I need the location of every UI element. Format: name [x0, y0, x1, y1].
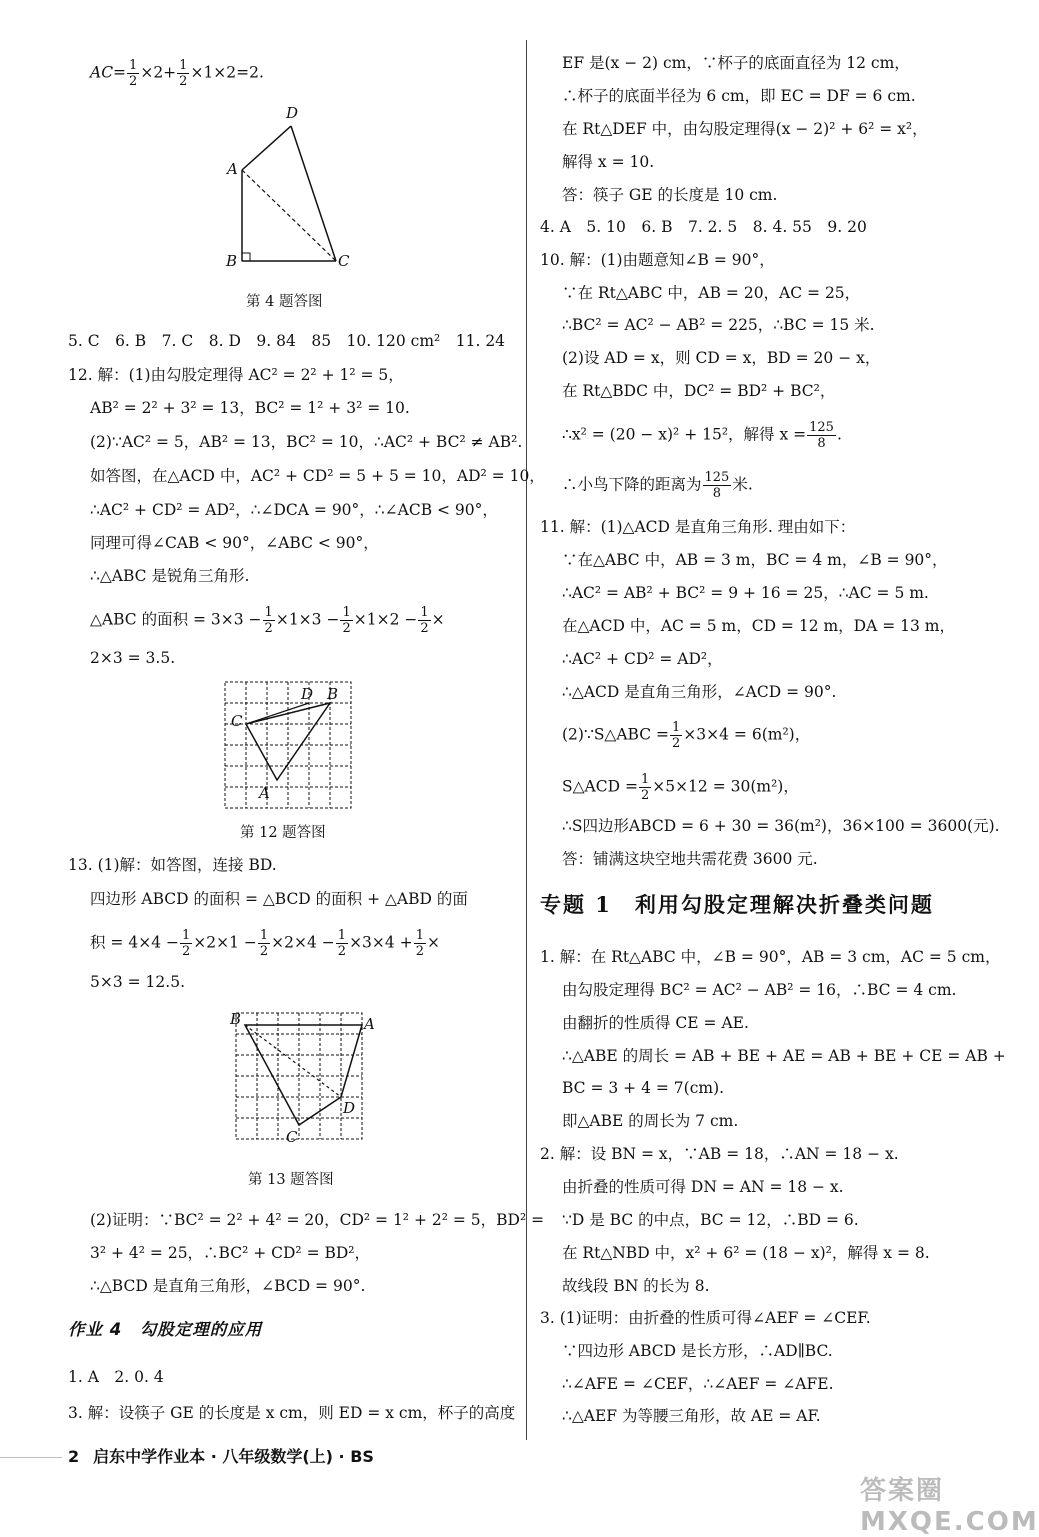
q11-line2: ∵在△ABC 中，AB = 3 m，BC = 4 m，∠B = 90°，	[562, 551, 948, 569]
q13-line4: 5×3 = 12.5.	[90, 973, 185, 991]
figure-13-grid	[228, 1005, 378, 1155]
answers-5-11: 5. C 6. B 7. C 8. D 9. 84 85 10. 120 cm² 11. 24	[68, 332, 506, 350]
q10-line5: 在 Rt△BDC 中，DC² = BD² + BC²，	[562, 382, 836, 400]
q13-line7: ∴△BCD 是直角三角形，∠BCD = 90°.	[90, 1277, 366, 1295]
section-heading-hw4: 作业 4 勾股定理的应用	[68, 1320, 263, 1339]
label-d: D	[301, 685, 314, 703]
line-ac: AC= $\frac{1}{2}$ ×2+ $\frac{1}{2}$ ×1×2=2.	[90, 58, 264, 89]
q10-line7: ∴小鸟下降的距离为 $\frac{125}{8}$ 米.	[562, 470, 753, 501]
label-b: B	[226, 252, 238, 270]
q10-line4: (2)设 AD = x，则 CD = x，BD = 20 − x，	[562, 349, 881, 367]
label-a: A	[364, 1015, 375, 1033]
s-line8: 由折叠的性质可得 DN = AN = 18 − x.	[562, 1178, 844, 1196]
s-line3: 由翻折的性质得 CE = AE.	[562, 1014, 749, 1032]
q11-line5: ∴AC² + CD² = AD²，	[562, 650, 723, 668]
q12-line1: 12. 解：(1)由勾股定理得 AC² = 2² + 1² = 5，	[68, 366, 404, 384]
hw4-q3-line1: 3. 解：设筷子 GE 的长度是 x cm，则 ED = x cm，杯子的高度	[68, 1404, 516, 1422]
s-line10: 在 Rt△NBD 中，x² + 6² = (18 − x)²，解得 x = 8.	[562, 1244, 930, 1262]
label-b: B	[327, 685, 339, 703]
q12-area-line: △ABC 的面积 = 3×3 − $\frac{1}{2}$ ×1×3 − $\frac{1}{2}$ ×1×2 − $\frac{1}{2}$ ×	[90, 605, 445, 636]
label-d: D	[286, 104, 299, 122]
q12-line4: 如答图，在△ACD 中，AC² + CD² = 5 + 5 = 10，AD² = 10，	[90, 467, 545, 485]
label-b: B	[230, 1010, 242, 1028]
r-line5: 答：筷子 GE 的长度是 10 cm.	[562, 186, 778, 204]
q13-line6: 3² + 4² = 25，∴BC² + CD² = BD²，	[90, 1244, 371, 1262]
footer-rule	[0, 1457, 62, 1458]
label-c: C	[286, 1128, 298, 1146]
figure-12-grid	[223, 680, 353, 810]
r-line3: 在 Rt△DEF 中，由勾股定理得(x − 2)² + 6² = x²，	[562, 120, 928, 138]
r-line4: 解得 x = 10.	[562, 153, 655, 171]
s-line13: ∵四边形 ABCD 是长方形，∴AD∥BC.	[562, 1342, 833, 1360]
q13-area-line: 积 = 4×4 − $\frac{1}{2}$ ×2×1 − $\frac{1}{2}$ ×2×4 − $\frac{1}{2}$ ×3×4 + $\frac{1}{2}$ ×	[90, 928, 440, 959]
column-divider	[526, 40, 527, 1440]
q11-line10: 答：铺满这块空地共需花费 3600 元.	[562, 850, 818, 868]
s-line5: BC = 3 + 4 = 7(cm).	[562, 1079, 725, 1097]
s-line11: 故线段 BN 的长为 8.	[562, 1277, 710, 1295]
page-footer	[68, 1444, 374, 1467]
q10-line6: ∴x² = (20 − x)² + 15²，解得 x = $\frac{125}{8}$ .	[562, 420, 842, 451]
label-c: C	[231, 712, 243, 730]
q11-line8: S△ACD = $\frac{1}{2}$ ×5×12 = 30(m²)，	[562, 772, 799, 803]
q13-line2: 四边形 ABCD 的面积 = △BCD 的面积 + △ABD 的面	[90, 890, 468, 908]
s-line15: ∴△AEF 为等腰三角形，故 AE = AF.	[562, 1407, 821, 1425]
fig4-caption: 第 4 题答图	[246, 294, 323, 310]
s-line12: 3. (1)证明：由折叠的性质可得∠AEF = ∠CEF.	[540, 1309, 871, 1327]
q11-line4: 在△ACD 中，AC = 5 m，CD = 12 m，DA = 13 m，	[562, 617, 955, 635]
s-line7: 2. 解：设 BN = x，∵AB = 18，∴AN = 18 − x.	[540, 1145, 899, 1163]
fig13-caption: 第 13 题答图	[248, 1172, 334, 1188]
s-line6: 即△ABE 的周长为 7 cm.	[562, 1112, 739, 1130]
figure-4	[218, 100, 358, 275]
special-topic-title: 专题 1 利用勾股定理解决折叠类问题	[540, 892, 934, 917]
s-line4: ∴△ABE 的周长 = AB + BE + AE = AB + BE + CE = AB +	[562, 1047, 1006, 1065]
q11-line6: ∴△ACD 是直角三角形，∠ACD = 90°.	[562, 683, 837, 701]
page-number: 2	[68, 1447, 80, 1466]
r-line2: ∴杯子的底面半径为 6 cm，即 EC = DF = 6 cm.	[562, 87, 916, 105]
answers-4-9: 4. A 5. 10 6. B 7. 2. 5 8. 4. 55 9. 20	[540, 218, 867, 236]
q12-line7: ∴△ABC 是锐角三角形.	[90, 567, 250, 585]
book-title: 启东中学作业本 · 八年级数学(上) · BS	[93, 1447, 374, 1466]
q11-line1: 11. 解：(1)△ACD 是直角三角形. 理由如下：	[540, 518, 856, 536]
label-a: A	[259, 784, 270, 802]
q10-line2: ∵在 Rt△ABC 中，AB = 20，AC = 25，	[562, 284, 861, 302]
q11-line3: ∴AC² = AB² + BC² = 9 + 16 = 25，∴AC = 5 m.	[562, 584, 929, 602]
r-line1: EF 是(x − 2) cm，∵杯子的底面直径为 12 cm，	[562, 54, 910, 72]
label-a: A	[227, 160, 238, 178]
q11-line7: (2)∵S△ABC = $\frac{1}{2}$ ×3×4 = 6(m²)，	[562, 720, 811, 751]
label-d: D	[343, 1099, 356, 1117]
q11-line9: ∴S四边形ABCD = 6 + 30 = 36(m²)，36×100 = 3600(元).	[562, 817, 1000, 835]
q13-line5: (2)证明：∵BC² = 2² + 4² = 20，CD² = 1² + 2² = 5，BD² =	[90, 1211, 545, 1229]
q10-line3: ∴BC² = AC² − AB² = 225，∴BC = 15 米.	[562, 316, 875, 334]
label-c: C	[338, 252, 350, 270]
q12-line2: AB² = 2² + 3² = 13，BC² = 1² + 3² = 10.	[90, 399, 410, 417]
q12-line6: 同理可得∠CAB < 90°，∠ABC < 90°，	[90, 534, 379, 552]
fig12-caption: 第 12 题答图	[240, 825, 326, 841]
hw4-answers-1-2: 1. A 2. 0. 4	[68, 1368, 164, 1386]
s-line14: ∴∠AFE = ∠CEF，∴∠AEF = ∠AFE.	[562, 1375, 834, 1393]
q12-line3: (2)∵AC² = 5，AB² = 13，BC² = 10，∴AC² + BC² ≠ AB².	[90, 433, 523, 451]
q12-line5: ∴AC² + CD² = AD²，∴∠DCA = 90°，∴∠ACB < 90°，	[90, 501, 498, 519]
s-line1: 1. 解：在 Rt△ABC 中，∠B = 90°，AB = 3 cm，AC = 5 cm，	[540, 948, 1001, 966]
s-line2: 由勾股定理得 BC² = AC² − AB² = 16，∴BC = 4 cm.	[562, 981, 957, 999]
q12-line9: 2×3 = 3.5.	[90, 649, 176, 667]
s-line9: ∵D 是 BC 的中点，BC = 12，∴BD = 6.	[562, 1211, 859, 1229]
q13-line1: 13. (1)解：如答图，连接 BD.	[68, 856, 277, 874]
q10-line1: 10. 解：(1)由题意知∠B = 90°，	[540, 251, 775, 269]
watermark-logo: 答案圈 MXQE.COM	[860, 1476, 1039, 1537]
